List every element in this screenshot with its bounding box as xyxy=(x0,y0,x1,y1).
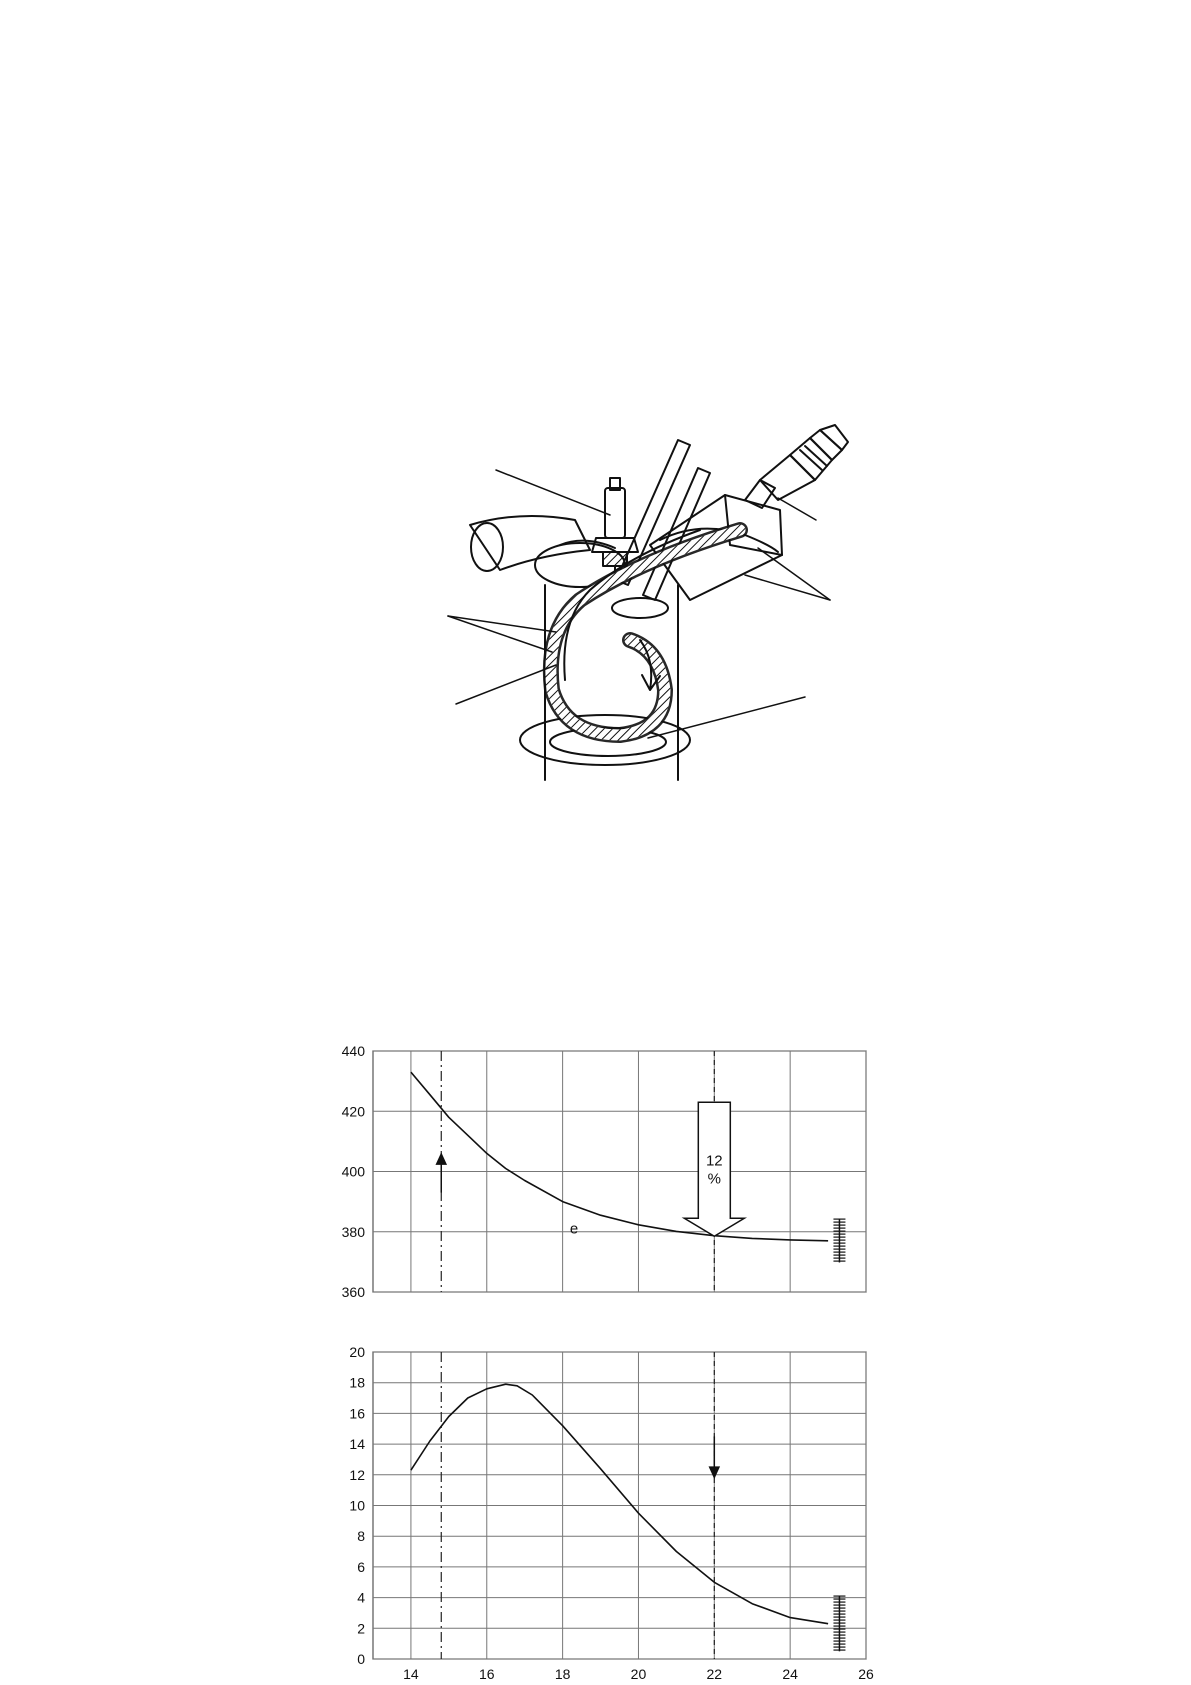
y-tick-label: 400 xyxy=(341,1163,365,1180)
y-tick-label: 12 xyxy=(349,1466,365,1483)
upper-chart xyxy=(342,1043,866,1300)
x-tick-label: 22 xyxy=(706,1666,723,1682)
y-tick-label: 440 xyxy=(341,1043,365,1059)
y-tick-label: 8 xyxy=(357,1528,365,1545)
annotation-label: e xyxy=(569,1220,579,1238)
x-tick-label: 26 xyxy=(858,1666,874,1682)
y-tick-label: 14 xyxy=(349,1436,365,1453)
y-tick-label: 2 xyxy=(357,1620,365,1637)
y-tick-label: 20 xyxy=(349,1344,365,1360)
lower-chart xyxy=(349,1344,874,1682)
y-tick-label: 380 xyxy=(341,1223,365,1240)
series-line xyxy=(411,1384,828,1624)
arrow-head xyxy=(709,1467,719,1478)
y-tick-label: 420 xyxy=(341,1103,365,1120)
arrow-head xyxy=(436,1153,446,1164)
annotation-label: % xyxy=(707,1170,721,1188)
x-tick-label: 18 xyxy=(554,1666,571,1682)
y-tick-label: 360 xyxy=(341,1284,365,1300)
y-tick-label: 10 xyxy=(349,1497,365,1514)
x-tick-label: 20 xyxy=(630,1666,647,1682)
x-tick-label: 24 xyxy=(782,1666,798,1682)
x-tick-label: 14 xyxy=(403,1666,419,1682)
annotation-label: 12 xyxy=(705,1152,723,1170)
y-tick-label: 0 xyxy=(357,1651,365,1667)
y-tick-label: 18 xyxy=(349,1374,365,1391)
series-line xyxy=(411,1072,828,1241)
y-tick-label: 4 xyxy=(357,1589,365,1606)
y-tick-label: 6 xyxy=(357,1558,365,1575)
y-tick-label: 16 xyxy=(349,1405,365,1422)
x-tick-label: 16 xyxy=(478,1666,495,1682)
